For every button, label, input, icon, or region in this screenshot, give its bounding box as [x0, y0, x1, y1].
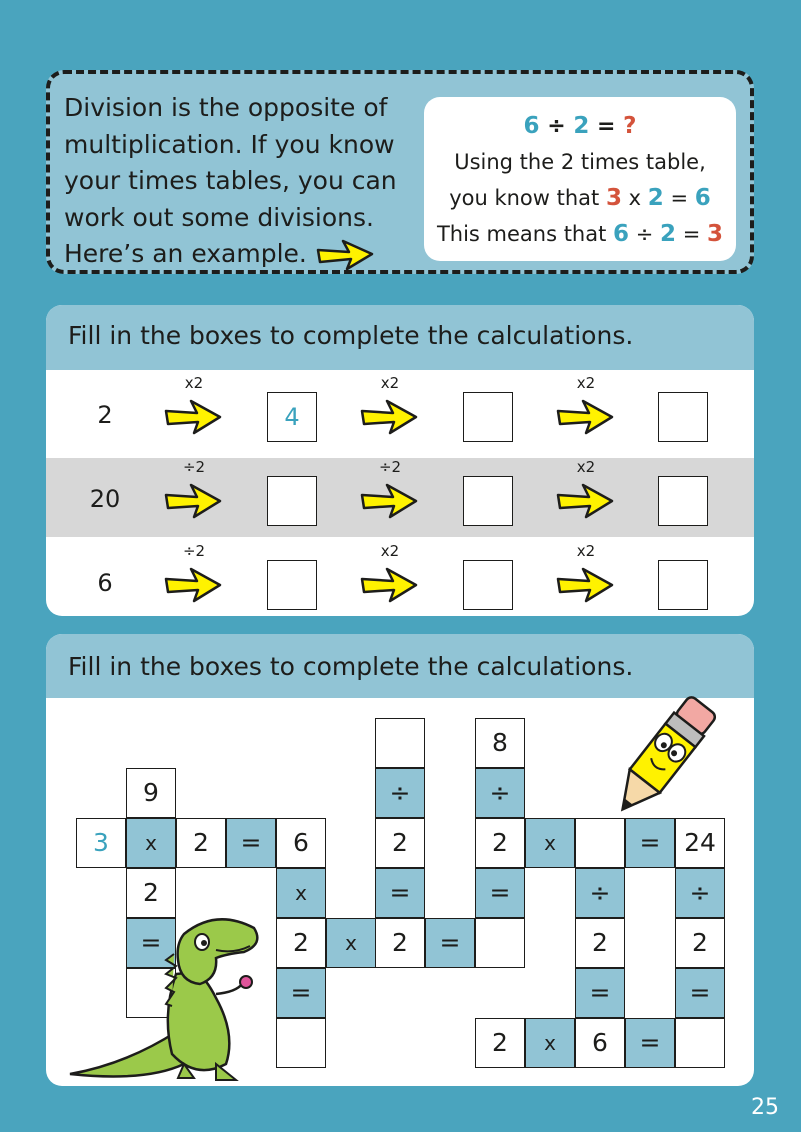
crossword-cell: 8 — [475, 718, 525, 768]
crossword-cell: 6 — [575, 1018, 625, 1068]
operation-label: ÷2 — [378, 458, 402, 476]
crossword-cell: = — [126, 918, 176, 968]
start-number: 20 — [89, 485, 121, 513]
crossword-cell: 2 — [276, 918, 326, 968]
crossword-cell: = — [475, 868, 525, 918]
crossword-cell: x — [276, 868, 326, 918]
number-chain-panel — [46, 305, 754, 616]
crossword-cell: 2 — [375, 818, 425, 868]
example-equation: 6 ÷ 2 = ? — [523, 113, 637, 139]
dinosaur-character-illustration — [66, 914, 276, 1086]
crossword-cell: 2 — [675, 918, 725, 968]
operation-label: ÷2 — [182, 458, 206, 476]
operation-label: x2 — [576, 374, 596, 392]
crossword-cell[interactable] — [276, 1018, 326, 1068]
operation-label: x2 — [576, 458, 596, 476]
crossword-cell: 2 — [475, 1018, 525, 1068]
arrow-right-icon — [556, 565, 614, 603]
answer-box[interactable] — [658, 476, 708, 526]
start-number: 6 — [97, 569, 113, 597]
crossword-cell: x — [126, 818, 176, 868]
example-card — [424, 97, 736, 261]
arrow-right-icon — [164, 481, 222, 519]
answer-box[interactable] — [658, 392, 708, 442]
arrow-right-icon — [360, 397, 418, 435]
intro-line: work out some divisions. — [64, 202, 374, 232]
crossword-cell: = — [625, 818, 675, 868]
crossword-cell: ÷ — [675, 868, 725, 918]
crossword-cell: 2 — [575, 918, 625, 968]
arrow-right-icon — [164, 565, 222, 603]
panel-title: Fill in the boxes to complete the calculations. — [68, 321, 634, 350]
intro-line: your times tables, you can — [64, 166, 397, 195]
answer-box[interactable] — [267, 560, 317, 610]
crossword-cell: x — [326, 918, 376, 968]
crossword-cell: ÷ — [375, 768, 425, 818]
crossword-cell: = — [226, 818, 276, 868]
crossword-cell: ÷ — [575, 868, 625, 918]
answer-box[interactable]: 4 — [267, 392, 317, 442]
operation-label: x2 — [576, 542, 596, 560]
operation-label: x2 — [380, 542, 400, 560]
arrow-right-icon — [360, 481, 418, 519]
answer-box[interactable] — [463, 476, 513, 526]
operation-label: x2 — [184, 374, 204, 392]
arrow-right-icon — [164, 397, 222, 435]
crossword-cell: 9 — [126, 768, 176, 818]
crossword-cell[interactable]: 3 — [76, 818, 126, 868]
crossword-cell: 2 — [176, 818, 226, 868]
crossword-panel — [46, 634, 754, 1086]
page-number: 25 — [751, 1095, 779, 1120]
example-line: This means that 6 ÷ 2 = 3 — [436, 221, 724, 247]
intro-line: Division is the opposite of — [64, 93, 388, 122]
crossword-cell[interactable] — [375, 718, 425, 768]
arrow-right-icon — [556, 397, 614, 435]
answer-box[interactable] — [463, 560, 513, 610]
example-line: you know that 3 x 2 = 6 — [449, 185, 711, 211]
intro-line: Here’s an example. — [64, 239, 307, 268]
example-line: Using the 2 times table, — [454, 150, 706, 174]
crossword-cell: = — [375, 868, 425, 918]
arrow-right-icon — [556, 481, 614, 519]
crossword-cell: 2 — [475, 818, 525, 868]
crossword-cell[interactable] — [475, 918, 525, 968]
crossword-cell: = — [675, 968, 725, 1018]
crossword-cell: 24 — [675, 818, 725, 868]
crossword-cell: = — [575, 968, 625, 1018]
operation-label: ÷2 — [182, 542, 206, 560]
answer-box[interactable] — [463, 392, 513, 442]
answer-box[interactable] — [267, 476, 317, 526]
crossword-cell: 2 — [375, 918, 425, 968]
crossword-cell: x — [525, 1018, 575, 1068]
start-number: 2 — [97, 401, 113, 429]
intro-line: multiplication. If you know — [64, 129, 395, 159]
operation-label: x2 — [380, 374, 400, 392]
pencil-character-illustration — [596, 682, 726, 832]
arrow-right-icon — [360, 565, 418, 603]
crossword-cell: 6 — [276, 818, 326, 868]
crossword-cell: = — [625, 1018, 675, 1068]
crossword-cell: ÷ — [475, 768, 525, 818]
arrow-right-icon — [314, 236, 376, 272]
panel-title: Fill in the boxes to complete the calculations. — [68, 652, 634, 681]
answer-box[interactable] — [658, 560, 708, 610]
crossword-cell: x — [525, 818, 575, 868]
crossword-cell: = — [425, 918, 475, 968]
crossword-cell: 2 — [126, 868, 176, 918]
crossword-cell[interactable] — [675, 1018, 725, 1068]
crossword-cell: = — [276, 968, 326, 1018]
